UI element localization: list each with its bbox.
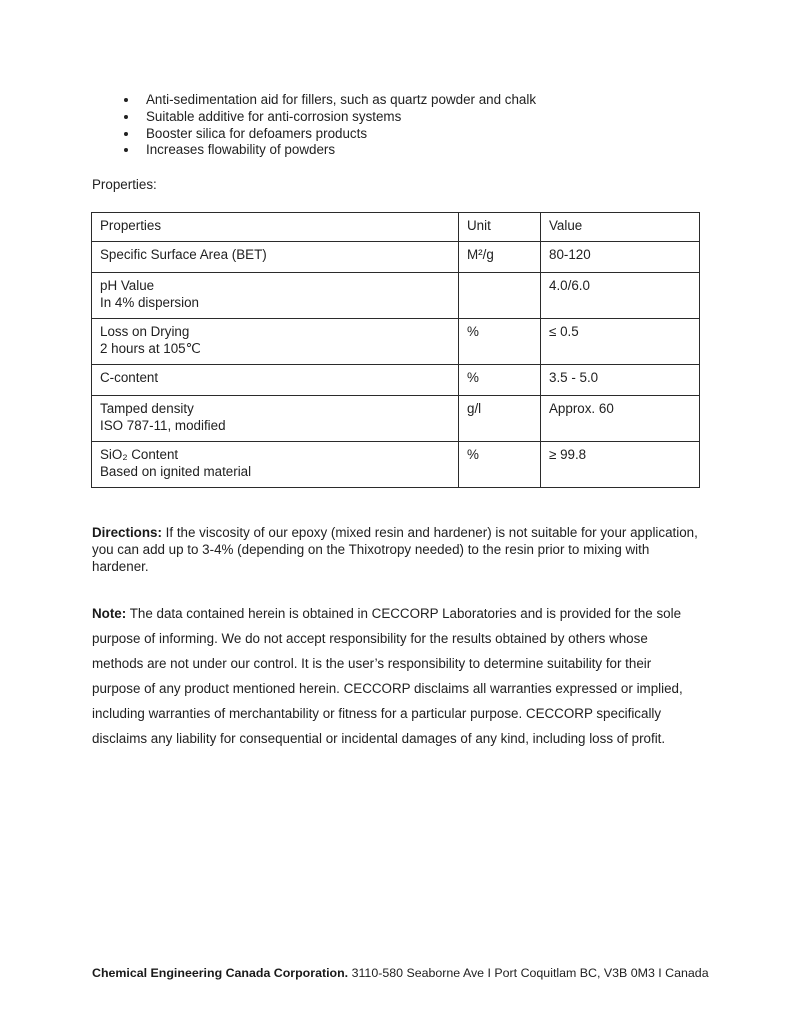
property-cell xyxy=(92,273,459,319)
table-row xyxy=(92,396,700,442)
table-row xyxy=(92,273,700,319)
property-cell xyxy=(92,396,459,442)
table-row xyxy=(92,319,700,365)
table-header-row xyxy=(92,213,700,242)
header-cell-value: Value xyxy=(541,213,700,242)
properties-section-label: Properties: xyxy=(92,177,157,192)
property-line1: Loss on Drying xyxy=(100,324,190,339)
property-cell xyxy=(92,319,459,365)
unit-cell xyxy=(459,273,541,319)
feature-bullet-list xyxy=(104,92,664,159)
unit-cell: g/l xyxy=(459,396,541,442)
unit-cell: % xyxy=(459,442,541,488)
value-cell: 3.5 - 5.0 xyxy=(541,365,700,396)
table-row xyxy=(92,442,700,488)
value-cell: ≥ 99.8 xyxy=(541,442,700,488)
value-cell: ≤ 0.5 xyxy=(541,319,700,365)
header-cell-properties: Properties xyxy=(92,213,459,242)
bullet-item: • Anti-sedimentation aid for fillers, such as quartz powder and chalk xyxy=(139,92,664,109)
property-line1: pH Value xyxy=(100,278,155,293)
property-line2: In 4% dispersion xyxy=(100,294,199,310)
directions-text: If the viscosity of our epoxy (mixed resin and hardener) is not suitable for your application, you can add up to 3-4% (depending on the Thixotropy needed) to the resin prior to mixing with hardener. xyxy=(92,525,698,574)
footer-company-name: Chemical Engineering Canada Corporation. xyxy=(92,966,349,980)
property-line2: Based on ignited material xyxy=(100,463,252,479)
note-label: Note: xyxy=(92,606,127,621)
unit-cell: % xyxy=(459,365,541,396)
directions-label: Directions: xyxy=(92,525,162,540)
bullet-item: • Increases flowability of powders xyxy=(139,142,664,159)
property-line2: ISO 787-11, modified xyxy=(100,417,226,433)
value-cell: Approx. 60 xyxy=(541,396,700,442)
property-line1: Specific Surface Area (BET) xyxy=(100,247,267,262)
property-line1: SiO₂ Content xyxy=(100,447,179,462)
footer-company-line xyxy=(92,966,742,981)
directions-paragraph xyxy=(92,525,698,575)
value-cell: 80-120 xyxy=(541,242,700,273)
property-cell xyxy=(92,365,459,396)
table-row xyxy=(92,365,700,396)
table-row xyxy=(92,242,700,273)
bullet-item: • Suitable additive for anti-corrosion systems xyxy=(139,109,664,126)
unit-cell: M²/g xyxy=(459,242,541,273)
property-line2: 2 hours at 105℃ xyxy=(100,340,201,356)
value-cell: 4.0/6.0 xyxy=(541,273,700,319)
property-line1: Tamped density xyxy=(100,401,194,416)
bullet-item: • Booster silica for defoamers products xyxy=(139,126,664,143)
note-paragraph xyxy=(92,601,700,751)
header-cell-unit: Unit xyxy=(459,213,541,242)
property-cell xyxy=(92,442,459,488)
unit-cell: % xyxy=(459,319,541,365)
footer-address: 3110-580 Seaborne Ave I Port Coquitlam BC, V3B 0M3 I Canada xyxy=(348,966,709,980)
properties-table xyxy=(91,212,700,488)
note-text: The data contained herein is obtained in CECCORP Laboratories and is provided for the sole purpose of informing. We do not accept responsibility for the results obtained by others whose methods are not under our control. It is the user’s responsibility to determine suitability for their purpose of any product mentioned herein. CECCORP disclaims all warranties expressed or implied, including warranties of merchantability or fitness for a particular purpose. CECCORP specifically disclaims any liability for consequential or incidental damages of any kind, including loss of profit. xyxy=(92,606,683,746)
property-line1: C-content xyxy=(100,370,159,385)
property-cell xyxy=(92,242,459,273)
